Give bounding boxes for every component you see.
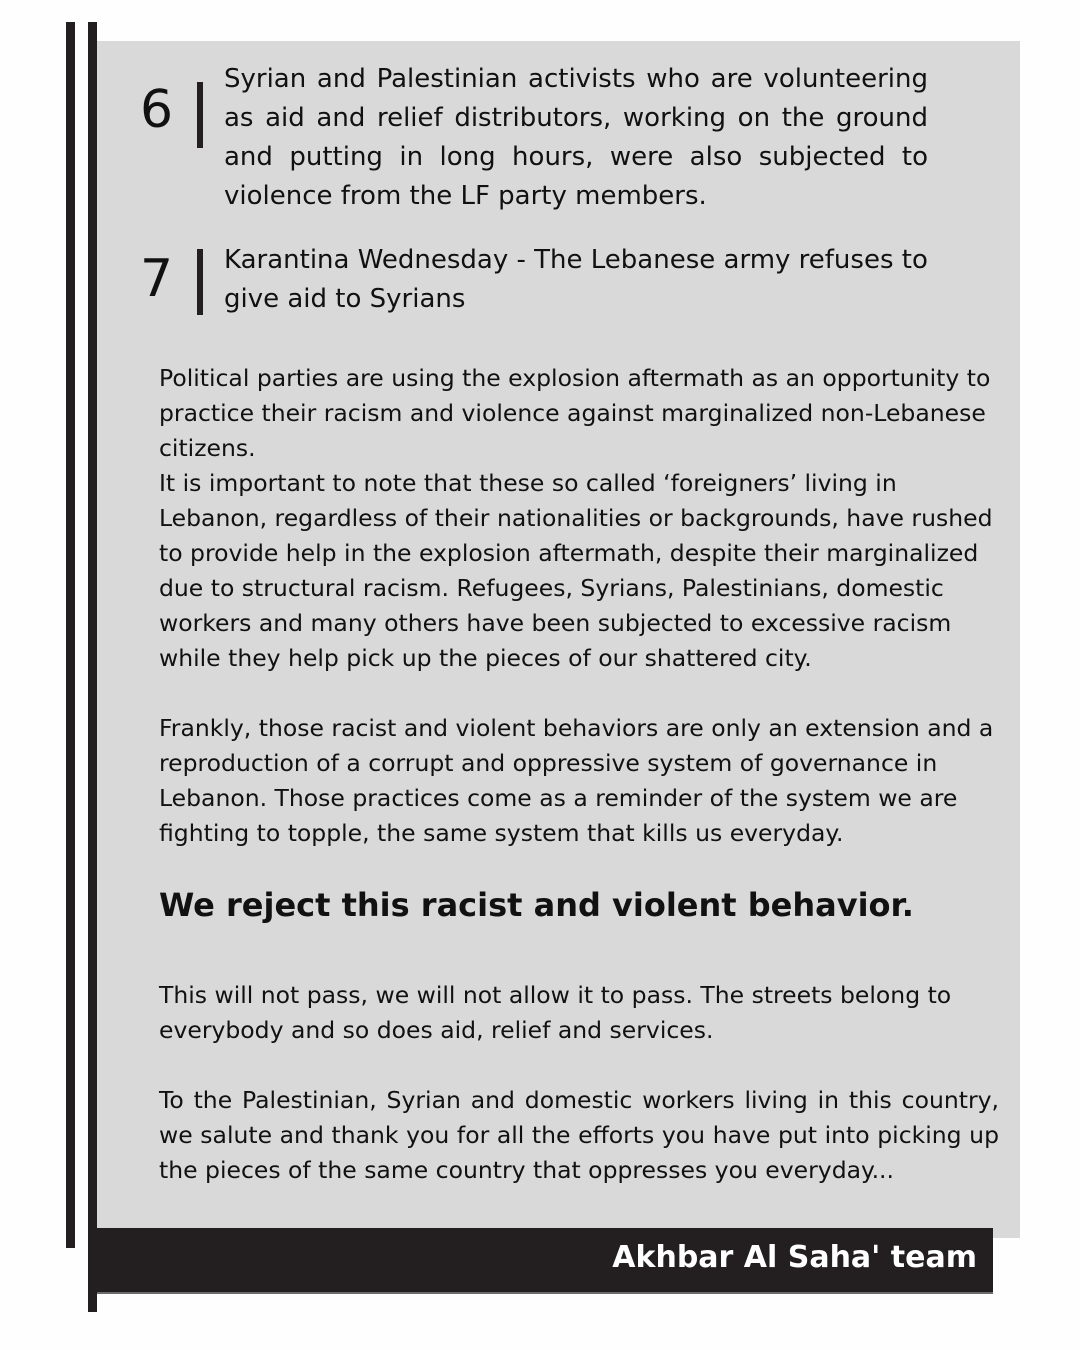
footer-banner [97, 1228, 993, 1294]
paragraph-will-not-pass: This will not pass, we will not allow it to pass. The streets belong to everybody and so does aid, relief and services. [159, 981, 952, 1044]
decorative-bar-outer [66, 22, 75, 1248]
item-separator [197, 249, 203, 315]
item-separator [197, 82, 203, 148]
paragraph-salute [159, 1083, 999, 1188]
item-text: Karantina Wednesday - The Lebanese army refuses to give aid to Syrians [224, 245, 928, 314]
paragraph-political-parties [159, 361, 999, 676]
decorative-bar-inner [88, 22, 97, 1312]
item-number: 6 [140, 80, 173, 140]
item-text: Syrian and Palestinian activists who are volunteering as aid and relief distributors, working on the ground and putting in long hours, were also subjected to violence from the LF party members. [224, 64, 928, 211]
paragraph-frankly: Frankly, those racist and violent behaviors are only an extension and a reproduction of a corrupt and oppressive system of governance in Lebanon. Those practices come as a reminder of the system we are fighting to topple, the same system that kills us everyday. [159, 714, 994, 847]
item-number: 7 [140, 249, 173, 309]
paragraph-line: Political parties are using the explosion aftermath as an opportunity to practice their racism and violence against marginalized non-Lebanese citizens. [159, 364, 991, 462]
footer-signature: Akhbar Al Saha' team [612, 1240, 977, 1275]
paragraph-text: To the Palestinian, Syrian and domestic workers living in this country, we salute and thank you for all the efforts you have put into picking up the pieces of the same country that oppresses you everyday... [159, 1086, 999, 1184]
paragraph-line: It is important to note that these so called ‘foreigners’ living in Lebanon, regardless of their nationalities or backgrounds, have rushed to provide help in the explosion aftermath, despite their marginalized due to structural racism. Refugees, Syrians, Palestinians, domestic workers and many others have been subjected to excessive racism while they help pick up the pieces of our shattered city. [159, 469, 993, 672]
headline-statement: We reject this racist and violent behavior. [159, 886, 914, 924]
